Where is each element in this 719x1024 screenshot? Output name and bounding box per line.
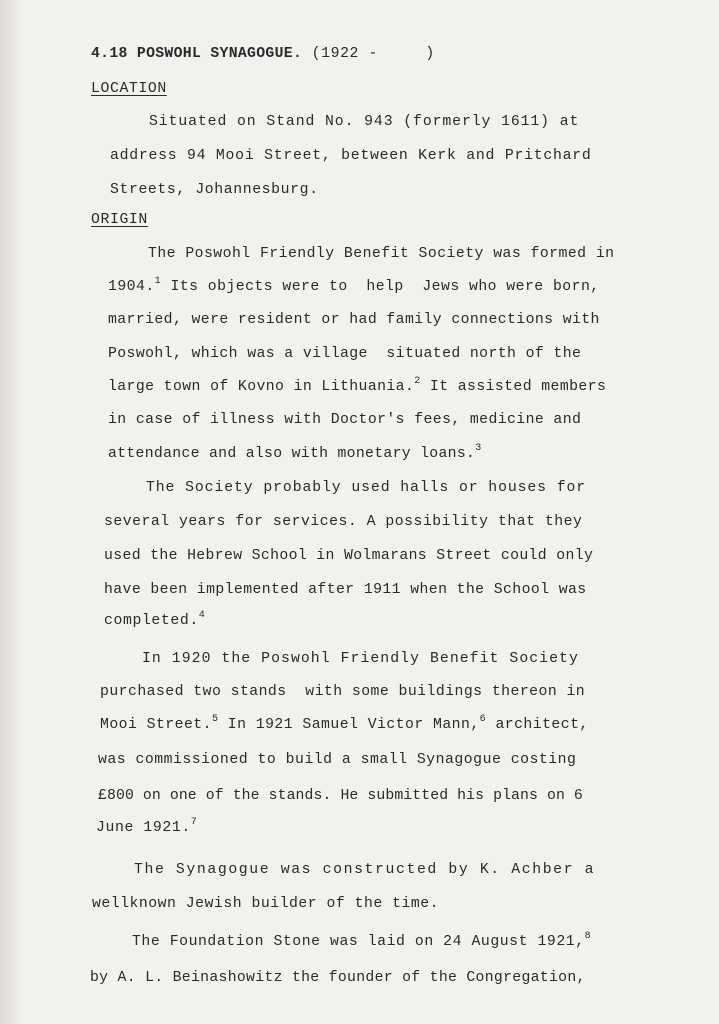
- origin-p1-line-2: [108, 277, 600, 297]
- origin-p5-line-2: by A. L. Beinashowitz the founder of the Congregation,: [90, 970, 586, 986]
- footnote-ref-6: 6: [479, 714, 487, 725]
- footnote-ref-5: 5: [211, 714, 219, 725]
- origin-p3-line-6: [96, 818, 197, 838]
- origin-p2-line-3: used the Hebrew School in Wolmarans Street could only: [104, 548, 594, 564]
- origin-p3-line-5: £800 on one of the stands. He submitted his plans on 6: [98, 788, 583, 804]
- footnote-ref-3: 3: [475, 443, 482, 454]
- origin-p2-line-4: have been implemented after 1911 when the School was: [104, 582, 587, 598]
- origin-p1-line-4: Poswohl, which was a village situated north of the: [108, 346, 582, 362]
- origin-p3-line-4: was commissioned to build a small Synagogue costing: [98, 752, 577, 768]
- origin-p2-line-5: [104, 611, 205, 631]
- origin-p1-line-6: in case of illness with Doctor's fees, medicine and: [108, 412, 582, 428]
- page-edge-shadow: [0, 0, 22, 1024]
- text-run: June 1921.: [96, 820, 191, 836]
- origin-p1-line-3: married, were resident or had family connections with: [108, 312, 600, 328]
- origin-p2-line-1: The Society probably used halls or houses for: [146, 480, 587, 496]
- location-line-1: Situated on Stand No. 943 (formerly 1611) at: [149, 114, 580, 130]
- text-run: Mooi Street.: [100, 717, 212, 733]
- origin-p3-line-2: purchased two stands with some buildings thereon in: [100, 684, 586, 700]
- origin-p4-line-2: wellknown Jewish builder of the time.: [92, 896, 440, 912]
- origin-p1-line-7: [108, 444, 482, 464]
- heading-title: 4.18 POSWOHL SYNAGOGUE.: [91, 46, 303, 62]
- text-run: large town of Kovno in Lithuania.: [108, 379, 415, 395]
- footnote-ref-1: 1: [154, 276, 162, 287]
- origin-p5-line-1: [132, 932, 591, 952]
- document-heading: [91, 44, 435, 64]
- heading-dates: (1922 - ): [311, 46, 435, 62]
- location-line-2: address 94 Mooi Street, between Kerk and Pritchard: [110, 148, 592, 164]
- text-run: completed.: [104, 613, 199, 629]
- origin-label: ORIGIN: [91, 212, 148, 228]
- text-run: Its objects were to help Jews who were born,: [161, 279, 600, 295]
- origin-p1-line-1: The Poswohl Friendly Benefit Society was formed in: [148, 246, 615, 262]
- origin-p1-line-5: [108, 377, 606, 397]
- text-run: attendance and also with monetary loans.: [108, 446, 476, 462]
- text-run: 1904.: [108, 279, 155, 295]
- origin-p4-line-1: The Synagogue was constructed by K. Achber a: [134, 862, 596, 878]
- origin-p2-line-2: several years for services. A possibility that they: [104, 514, 583, 530]
- footnote-ref-8: 8: [584, 931, 592, 942]
- location-label: LOCATION: [91, 81, 167, 97]
- text-run: In 1921 Samuel Victor Mann,: [218, 717, 480, 733]
- text-run: The Foundation Stone was laid on 24 August 1921,: [132, 934, 585, 950]
- footnote-ref-7: 7: [190, 817, 198, 828]
- footnote-ref-2: 2: [414, 376, 421, 387]
- location-line-3: Streets, Johannesburg.: [110, 182, 319, 198]
- footnote-ref-4: 4: [198, 610, 206, 621]
- text-run: architect,: [486, 717, 589, 733]
- text-run: It assisted members: [420, 379, 607, 395]
- origin-p3-line-1: In 1920 the Poswohl Friendly Benefit Society: [142, 651, 579, 667]
- origin-p3-line-3: [100, 715, 589, 735]
